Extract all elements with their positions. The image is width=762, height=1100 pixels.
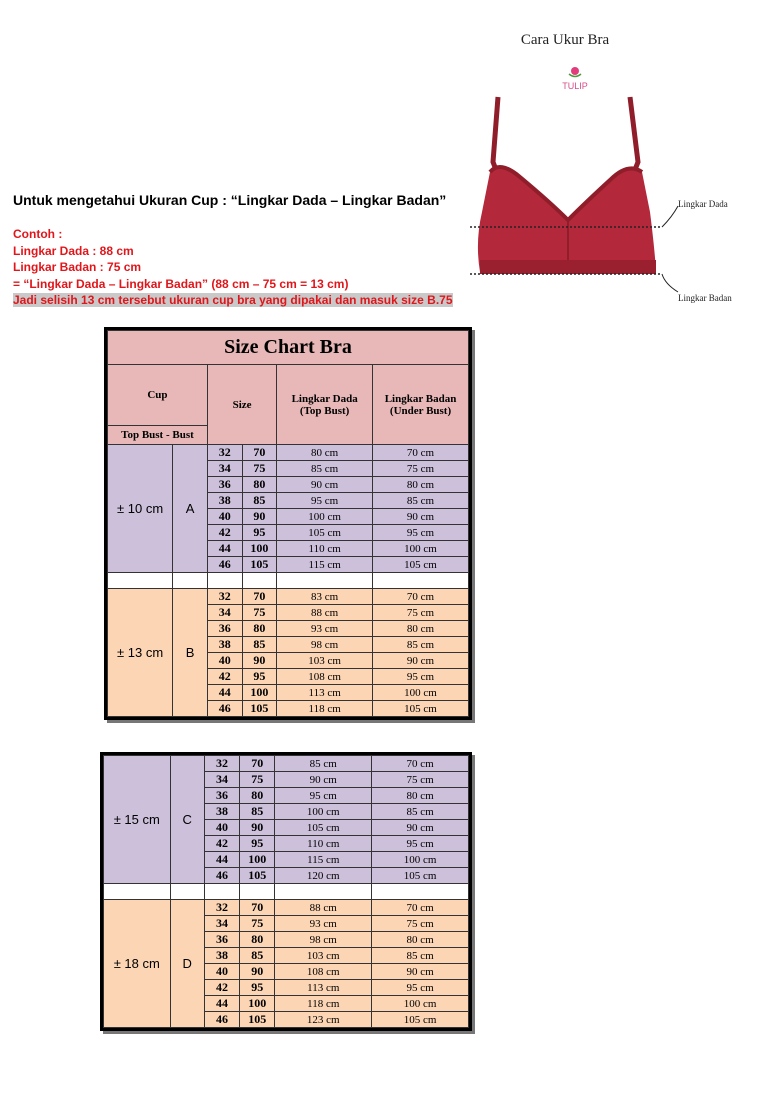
under-bust-value: 100 cm [372, 852, 469, 868]
cup-range: ± 13 cm [108, 589, 173, 717]
band-size: 36 [204, 788, 239, 804]
top-bust-value: 100 cm [277, 509, 373, 525]
under-bust-value: 100 cm [372, 996, 469, 1012]
under-bust-value: 70 cm [373, 445, 469, 461]
band-size: 44 [204, 996, 239, 1012]
band-size: 46 [207, 701, 242, 717]
top-bust-value: 105 cm [277, 525, 373, 541]
under-size: 75 [242, 461, 277, 477]
cup-range: ± 15 cm [104, 756, 171, 884]
bra-icon [460, 62, 762, 312]
under-bust-value: 75 cm [373, 605, 469, 621]
top-bust-value: 108 cm [277, 669, 373, 685]
table-row [108, 589, 469, 605]
under-bust-value: 95 cm [372, 836, 469, 852]
bra-illustration [460, 62, 762, 312]
under-bust-value: 75 cm [373, 461, 469, 477]
example-heading: Contoh : [13, 227, 63, 241]
top-bust-value: 120 cm [275, 868, 372, 884]
under-size: 90 [242, 653, 277, 669]
top-bust-value: 113 cm [277, 685, 373, 701]
under-bust-value: 70 cm [373, 589, 469, 605]
example-block [13, 226, 453, 309]
top-bust-value: 98 cm [275, 932, 372, 948]
band-size: 38 [207, 637, 242, 653]
band-size: 42 [207, 669, 242, 685]
under-size: 85 [240, 804, 275, 820]
under-bust-value: 85 cm [373, 493, 469, 509]
cup-range: ± 18 cm [104, 900, 171, 1028]
table-row [108, 445, 469, 461]
under-bust-value: 70 cm [372, 756, 469, 772]
under-bust-value: 105 cm [373, 557, 469, 573]
band-size: 46 [207, 557, 242, 573]
under-bust-value: 105 cm [372, 1012, 469, 1028]
under-size: 80 [240, 788, 275, 804]
table-row [104, 756, 469, 772]
band-size: 44 [207, 685, 242, 701]
under-bust-value: 85 cm [373, 637, 469, 653]
under-size: 75 [240, 772, 275, 788]
under-bust-value: 95 cm [373, 525, 469, 541]
top-bust-value: 85 cm [277, 461, 373, 477]
col-header-top-bust: Lingkar Dada (Top Bust) [277, 365, 373, 445]
band-size: 36 [207, 621, 242, 637]
band-size: 36 [204, 932, 239, 948]
band-size: 40 [207, 509, 242, 525]
cup-letter: D [170, 900, 204, 1028]
intro-text: Untuk mengetahui Ukuran Cup : “Lingkar Dada – Lingkar Badan” [13, 192, 447, 208]
under-size: 75 [240, 916, 275, 932]
top-bust-value: 100 cm [275, 804, 372, 820]
under-size: 95 [240, 836, 275, 852]
under-size: 80 [242, 621, 277, 637]
under-bust-value: 80 cm [372, 932, 469, 948]
under-size: 95 [242, 525, 277, 541]
under-size: 105 [240, 1012, 275, 1028]
band-size: 32 [207, 589, 242, 605]
band-size: 42 [204, 836, 239, 852]
cup-range: ± 10 cm [108, 445, 173, 573]
under-size: 100 [242, 541, 277, 557]
label-lingkar-dada: Lingkar Dada [678, 199, 728, 209]
example-line-2: Lingkar Badan : 75 cm [13, 260, 142, 274]
under-size: 85 [242, 637, 277, 653]
under-size: 80 [242, 477, 277, 493]
under-size: 95 [242, 669, 277, 685]
under-size: 100 [242, 685, 277, 701]
band-size: 34 [207, 605, 242, 621]
top-bust-value: 80 cm [277, 445, 373, 461]
band-size: 46 [204, 1012, 239, 1028]
under-size: 85 [242, 493, 277, 509]
under-size: 105 [242, 701, 277, 717]
top-bust-value: 90 cm [277, 477, 373, 493]
top-bust-value: 115 cm [277, 557, 373, 573]
top-bust-value: 115 cm [275, 852, 372, 868]
top-bust-value: 90 cm [275, 772, 372, 788]
band-size: 38 [207, 493, 242, 509]
band-size: 42 [204, 980, 239, 996]
under-bust-value: 80 cm [372, 788, 469, 804]
band-size: 42 [207, 525, 242, 541]
under-size: 70 [240, 900, 275, 916]
under-size: 85 [240, 948, 275, 964]
size-chart-table-2 [100, 752, 472, 1031]
band-size: 34 [207, 461, 242, 477]
band-size: 32 [204, 756, 239, 772]
cup-letter: B [173, 589, 208, 717]
band-size: 32 [207, 445, 242, 461]
col-header-cup: Cup [108, 365, 208, 426]
band-size: 38 [204, 804, 239, 820]
under-bust-value: 95 cm [373, 669, 469, 685]
col-header-cup-sub: Top Bust - Bust [108, 426, 208, 445]
figure-title: Cara Ukur Bra [520, 32, 610, 48]
example-line-1: Lingkar Dada : 88 cm [13, 243, 134, 258]
under-bust-value: 95 cm [372, 980, 469, 996]
under-bust-value: 80 cm [373, 477, 469, 493]
top-bust-value: 95 cm [275, 788, 372, 804]
top-bust-value: 85 cm [275, 756, 372, 772]
band-size: 32 [204, 900, 239, 916]
example-line-4: Jadi selisih 13 cm tersebut ukuran cup bra yang dipakai dan masuk size B.75 [13, 293, 453, 307]
band-size: 46 [204, 868, 239, 884]
top-bust-value: 95 cm [277, 493, 373, 509]
under-size: 100 [240, 996, 275, 1012]
under-size: 70 [242, 589, 277, 605]
top-bust-value: 110 cm [277, 541, 373, 557]
under-bust-value: 80 cm [373, 621, 469, 637]
under-size: 90 [240, 820, 275, 836]
under-bust-value: 90 cm [373, 653, 469, 669]
top-bust-value: 105 cm [275, 820, 372, 836]
under-size: 90 [242, 509, 277, 525]
under-size: 75 [242, 605, 277, 621]
under-bust-value: 75 cm [372, 916, 469, 932]
under-bust-value: 90 cm [372, 964, 469, 980]
label-lingkar-badan: Lingkar Badan [678, 293, 732, 303]
top-bust-value: 108 cm [275, 964, 372, 980]
table-row [104, 900, 469, 916]
under-bust-value: 70 cm [372, 900, 469, 916]
top-bust-value: 103 cm [277, 653, 373, 669]
under-size: 95 [240, 980, 275, 996]
band-size: 40 [204, 964, 239, 980]
under-size: 80 [240, 932, 275, 948]
top-bust-value: 93 cm [277, 621, 373, 637]
top-bust-value: 98 cm [277, 637, 373, 653]
under-size: 100 [240, 852, 275, 868]
top-bust-value: 83 cm [277, 589, 373, 605]
chart-title: Size Chart Bra [108, 331, 469, 365]
band-size: 44 [207, 541, 242, 557]
under-bust-value: 85 cm [372, 948, 469, 964]
under-bust-value: 100 cm [373, 685, 469, 701]
cup-letter: A [173, 445, 208, 573]
example-line-3: = “Lingkar Dada – Lingkar Badan” (88 cm – 75 cm = 13 cm) [13, 276, 349, 291]
top-bust-value: 88 cm [275, 900, 372, 916]
top-bust-value: 88 cm [277, 605, 373, 621]
band-size: 34 [204, 772, 239, 788]
brand-logo-text: TULIP [562, 81, 588, 91]
under-bust-value: 90 cm [373, 509, 469, 525]
under-size: 90 [240, 964, 275, 980]
under-size: 70 [240, 756, 275, 772]
top-bust-value: 93 cm [275, 916, 372, 932]
band-size: 36 [207, 477, 242, 493]
cup-letter: C [170, 756, 204, 884]
under-bust-value: 105 cm [373, 701, 469, 717]
under-size: 70 [242, 445, 277, 461]
band-size: 34 [204, 916, 239, 932]
band-size: 40 [204, 820, 239, 836]
under-bust-value: 105 cm [372, 868, 469, 884]
top-bust-value: 118 cm [275, 996, 372, 1012]
col-header-size: Size [207, 365, 276, 445]
top-bust-value: 110 cm [275, 836, 372, 852]
top-bust-value: 123 cm [275, 1012, 372, 1028]
under-bust-value: 85 cm [372, 804, 469, 820]
top-bust-value: 113 cm [275, 980, 372, 996]
band-size: 40 [207, 653, 242, 669]
top-bust-value: 118 cm [277, 701, 373, 717]
under-size: 105 [242, 557, 277, 573]
top-bust-value: 103 cm [275, 948, 372, 964]
size-chart-table-1 [104, 327, 472, 720]
band-size: 38 [204, 948, 239, 964]
tulip-logo-icon [569, 67, 581, 77]
col-header-under-bust: Lingkar Badan (Under Bust) [373, 365, 469, 445]
under-bust-value: 100 cm [373, 541, 469, 557]
under-bust-value: 75 cm [372, 772, 469, 788]
band-size: 44 [204, 852, 239, 868]
under-size: 105 [240, 868, 275, 884]
under-bust-value: 90 cm [372, 820, 469, 836]
